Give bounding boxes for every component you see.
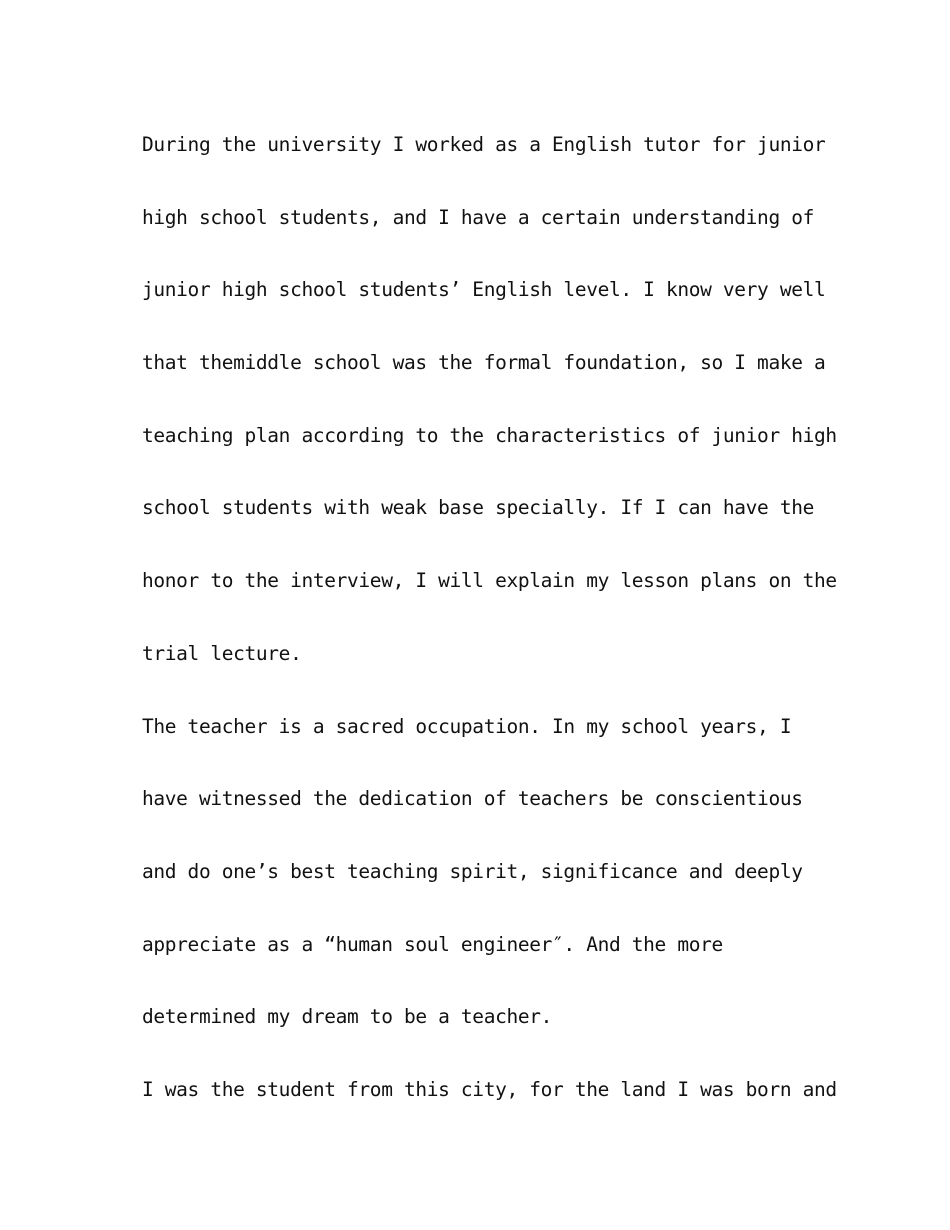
text-line: The teacher is a sacred occupation. In my school years, I bbox=[142, 714, 792, 738]
text-line: have witnessed the dedication of teachers be conscientious bbox=[142, 787, 803, 811]
text-line: determined my dream to be a teacher. bbox=[142, 1005, 553, 1029]
text-line: honor to the interview, I will explain my lesson plans on the bbox=[142, 569, 837, 593]
document-body bbox=[142, 127, 837, 1145]
text-line: teaching plan according to the characteristics of junior high bbox=[142, 423, 837, 447]
text-line: school students with weak base specially. If I can have the bbox=[142, 496, 815, 520]
text-line: During the university I worked as a English tutor for junior bbox=[142, 133, 826, 156]
text-line: junior high school students’ English level. I know very well bbox=[142, 278, 826, 302]
text-line: that themiddle school was the formal foundation, so I make a bbox=[142, 351, 826, 375]
text-line: and do one’s best teaching spirit, significance and deeply bbox=[142, 859, 803, 883]
text-line: trial lecture. bbox=[142, 641, 302, 665]
text-line: high school students, and I have a certain understanding of bbox=[142, 205, 815, 229]
text-line: I was the student from this city, for the land I was born and bbox=[142, 1077, 837, 1101]
text-line: appreciate as a “human soul engineer″. And the more bbox=[142, 932, 723, 956]
